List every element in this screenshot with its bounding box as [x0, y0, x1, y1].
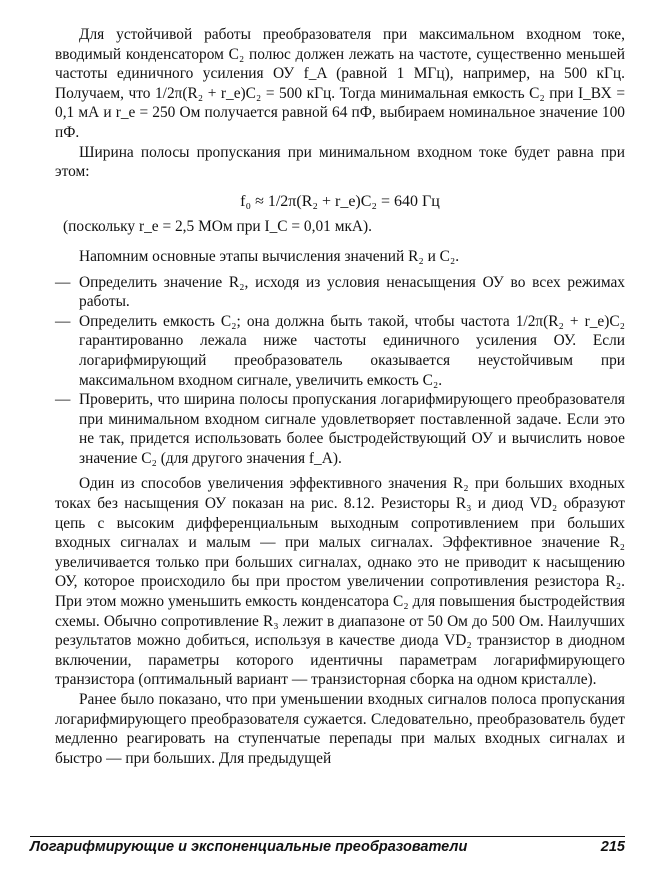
dash-marker: —: [55, 391, 71, 409]
list-item-text: Проверить, что ширина полосы пропускания логарифмирующего преобразователя при минимальном входном сигнале удовлетворяет поставленной задаче. Если это не так, придется использовать более быстродействующий ОУ и вычислить новое значение C₂ (для другого значения f_A).: [79, 391, 625, 467]
list-item-text: Определить емкость C₂; она должна быть такой, чтобы частота 1/2π(R₂ + r_e)C₂ гарантированно лежала ниже частоты единичного усиления ОУ. Если логарифмирующий преобразователь оказывается неустойчивым при максимальном входном сигнале, увеличить емкость C₂.: [79, 312, 625, 389]
list-item-text: Определить значение R₂, исходя из условия ненасыщения ОУ во всех режимах работы.: [79, 273, 625, 311]
paragraph-4: Один из способов увеличения эффективного значения R₂ при больших входных токах без насыщения ОУ показан на рис. 8.12. Резисторы R₃ и диод VD₂ образуют цепь с высоким дифференциальным выходным сопротивлением при больших входных сигналах и малым — при малых сигналах. Эффективное значение R₂ увеличивается только при больших сигналах, однако это не приводит к насыщению ОУ, которое происходило бы при простом увеличении сопротивления резистора R₂. При этом можно уменьшить емкость конденсатора C₂ для повышения быстродействия схемы. Обычно сопротивление R₃ лежит в диапазоне от 50 Ом до 500 Ом. Наилучших результатов можно добиться, используя в качестве диода VD₂ транзистор в диодном включении, параметры которого идентичны параметрам логарифмирующего транзистора (оптимальный вариант — транзисторная сборка на одном кристалле).: [55, 475, 625, 689]
formula-note: (поскольку r_e = 2,5 МОм при I_C = 0,01 мкА).: [63, 218, 373, 236]
body-text: [55, 25, 625, 768]
page-footer: [30, 836, 625, 855]
dash-marker: —: [55, 312, 71, 330]
page-number: 215: [600, 839, 625, 855]
list-item: [55, 273, 625, 312]
steps-list: [55, 273, 625, 469]
formula-bandwidth: f₀ ≈ 1/2π(R₂ + r_e)C₂ = 640 Гц: [240, 192, 440, 210]
paragraph-1: Для устойчивой работы преобразователя при максимальном входном токе, вводимый конденсатором C₂ полюс должен лежать на частоте, существенно меньшей частоты единичного усиления ОУ f_A (равной 1 МГц), например, на 500 кГц. Получаем, что 1/2π(R₂ + r_e)C₂ = 500 кГц. Тогда минимальная емкость C₂ при I_ВХ = 0,1 мА и r_e = 250 Ом получается равной 64 пФ, выбираем номинальное значение 100 пФ.: [55, 26, 625, 141]
list-item: [55, 312, 625, 390]
chapter-title: Логарифмирующие и экспоненциальные преобразователи: [30, 839, 468, 855]
paragraph-2: Ширина полосы пропускания при минимальном входном токе будет равна при этом:: [55, 143, 625, 181]
paragraph-3: Напомним основные этапы вычисления значений R₂ и C₂.: [79, 247, 460, 265]
paragraph-5: Ранее было показано, что при уменьшении входных сигналов полоса пропускания логарифмирующего преобразователя сужается. Следовательно, преобразователь будет медленно реагировать на ступенчатые перепады при малых входных сигналах и быстро — при больших. Для предыдущей: [55, 691, 625, 767]
list-item: [55, 390, 625, 468]
dash-marker: —: [55, 273, 71, 291]
